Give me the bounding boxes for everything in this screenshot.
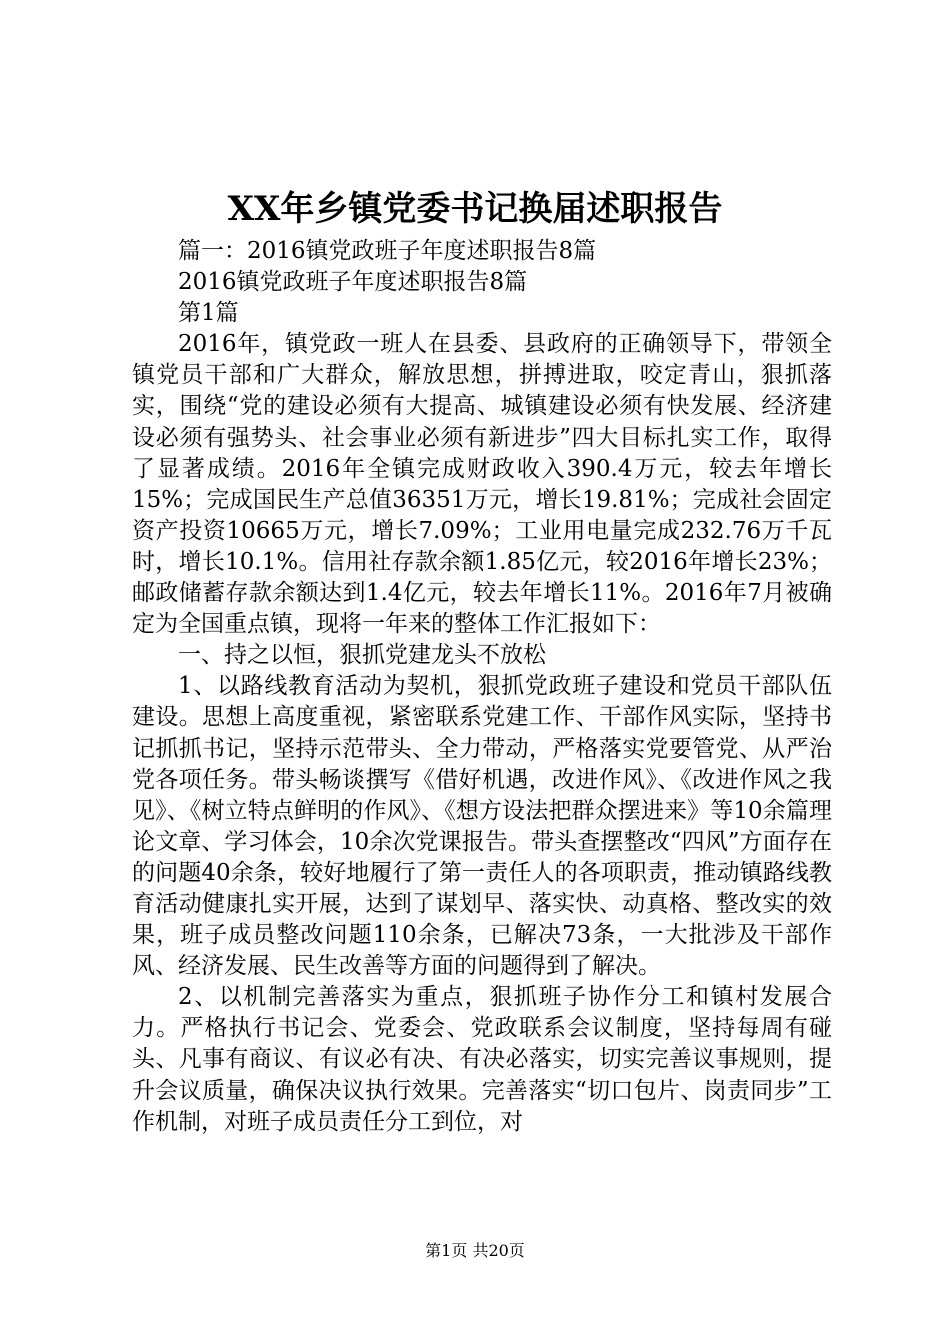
paragraph-item-1: 1、以路线教育活动为契机，狠抓党政班子建设和党员干部队伍建设。思想上高度重视，紧密联系党建工作、干部作风实际，坚持书记抓抓书记，坚持示范带头、全力带动，严格落实党要管党、从严治党各项任务。带头畅谈撰写《借好机遇，改进作风》、《改进作风之我见》、《树立特点鲜明的作风》、《想方设法把群众摆进来》等10余篇理论文章、学习体会，10余次党课报告。带头查摆整改“四风”方面存在的问题40余条，较好地履行了第一责任人的各项职责，推动镇路线教育活动健康扎实开展，达到了谋划早、落实快、动真格、整改实的效果，班子成员整改问题110余条，已解决73条，一大批涉及干部作风、经济发展、民生改善等方面的问题得到了解决。 bbox=[132, 673, 832, 980]
paragraph-report-title: 2016镇党政班子年度述职报告8篇 bbox=[178, 269, 528, 296]
paragraph-part-number: 第1篇 bbox=[178, 300, 239, 327]
paragraph-item-2: 2、以机制完善落实为重点，狠抓班子协作分工和镇村发展合力。严格执行书记会、党委会、党政联系会议制度，坚持每周有碰头、凡事有商议、有议必有决、有决必落实，切实完善议事规则，提升会议质量，确保决议执行效果。完善落实“切口包片、岗责同步”工作机制，对班子成员责任分工到位，对 bbox=[132, 984, 832, 1135]
paragraph-section-heading: 一、持之以恒，狠抓党建龙头不放松 bbox=[178, 642, 546, 669]
paragraph-chapter-heading: 篇一：2016镇党政班子年度述职报告8篇 bbox=[178, 238, 597, 264]
document-title: XX年乡镇党委书记换届述职报告 bbox=[227, 189, 723, 229]
page-footer: 第1页 共20页 bbox=[425, 1241, 525, 1260]
document-body bbox=[132, 236, 832, 1138]
paragraph-overview: 2016年，镇党政一班人在县委、县政府的正确领导下，带领全镇党员干部和广大群众，解放思想，拼搏进取，咬定青山，狠抓落实，围绕“党的建设必须有大提高、城镇建设必须有快发展、经济建设必须有强势头、社会事业必须有新进步”四大目标扎实工作，取得了显著成绩。2016年全镇完成财政收入390.4万元，较去年增长15%；完成国民生产总值36351万元，增长19.81%；完成社会固定资产投资10665万元，增长7.09%；工业用电量完成232.76万千瓦时，增长10.1%。信用社存款余额1.85亿元，较2016年增长23%；邮政储蓄存款余额达到1.4亿元，较去年增长11%。2016年7月被确定为全国重点镇，现将一年来的整体工作汇报如下： bbox=[132, 331, 832, 638]
